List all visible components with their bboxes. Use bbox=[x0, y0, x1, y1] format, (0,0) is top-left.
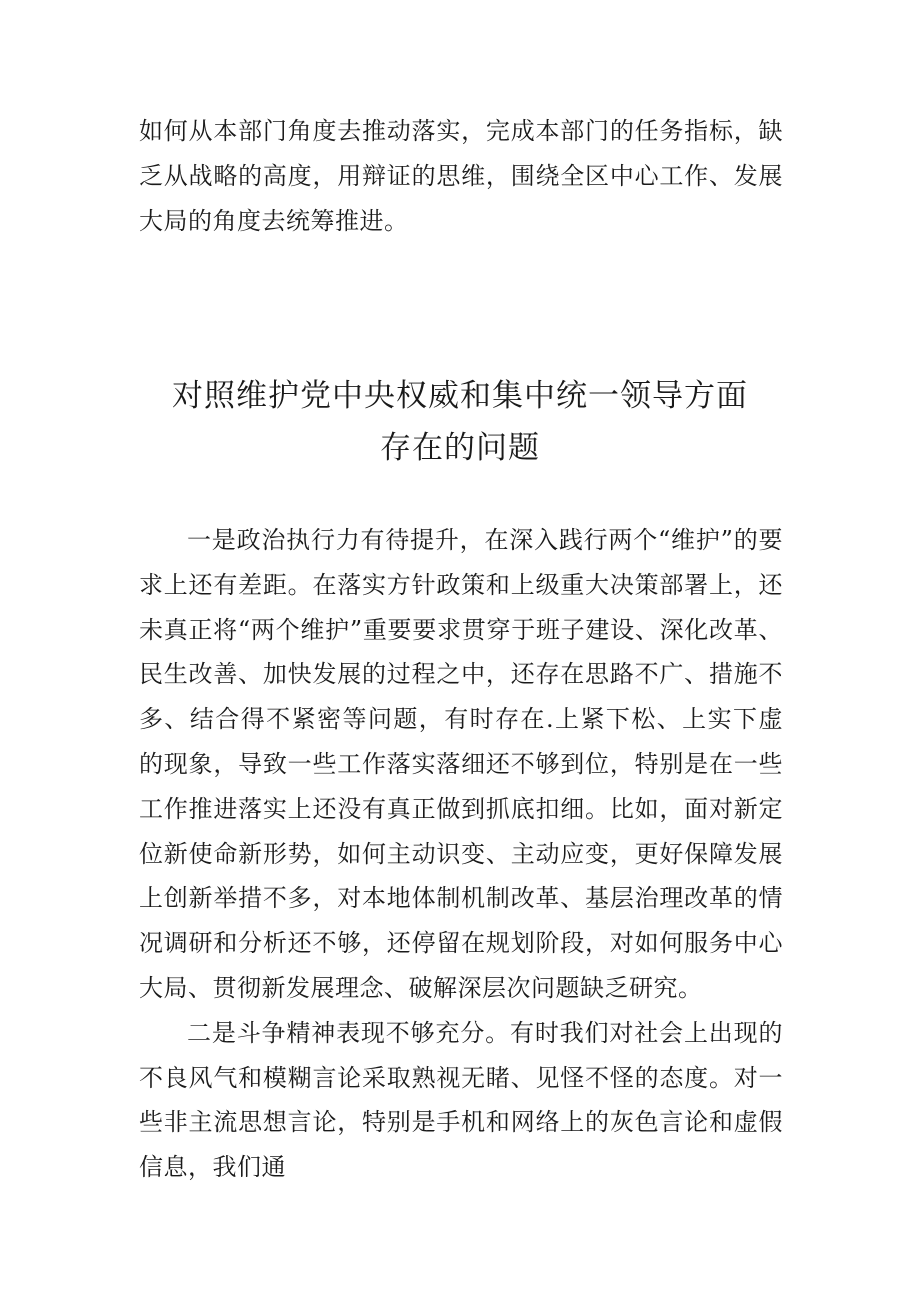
section-heading bbox=[100, 370, 820, 474]
heading-line-2: 存在的问题 bbox=[380, 430, 540, 466]
paragraph-struggle-spirit: 二是斗争精神表现不够充分。有时我们对社会上出现的不良风气和模糊言论采取熟视无睹、见怪不怪的态度。对一些非主流思想言论，特别是手机和网络上的灰色言论和虚假信息，我们通 bbox=[139, 1018, 783, 1182]
intro-paragraph: 如何从本部门角度去推动落实，完成本部门的任务指标，缺乏从战略的高度，用辩证的思维，围绕全区中心工作、发展大局的角度去统筹推进。 bbox=[139, 117, 783, 235]
body-text bbox=[139, 518, 783, 1190]
heading-line-1: 对照维护党中央权威和集中统一领导方面 bbox=[172, 378, 748, 414]
paragraph-political-execution: 一是政治执行力有待提升，在深入践行两个“维护”的要求上还有差距。在落实方针政策和上级重大决策部署上，还未真正将“两个维护”重要要求贯穿于班子建设、深化改革、民生改善、加快发展的过程之中，还存在思路不广、措施不多、结合得不紧密等问题，有时存在.上紧下松、上实下虚的现象，导致一些工作落实落细还不够到位，特别是在一些工作推进落实上还没有真正做到抓底扣细。比如，面对新定位新使命新形势，如何主动识变、主动应变，更好保障发展上创新举措不多，对本地体制机制改革、基层治理改革的情况调研和分析还不够，还停留在规划阶段，对如何服务中心大局、贯彻新发展理念、破解深层次问题缺乏研究。 bbox=[139, 526, 783, 1002]
